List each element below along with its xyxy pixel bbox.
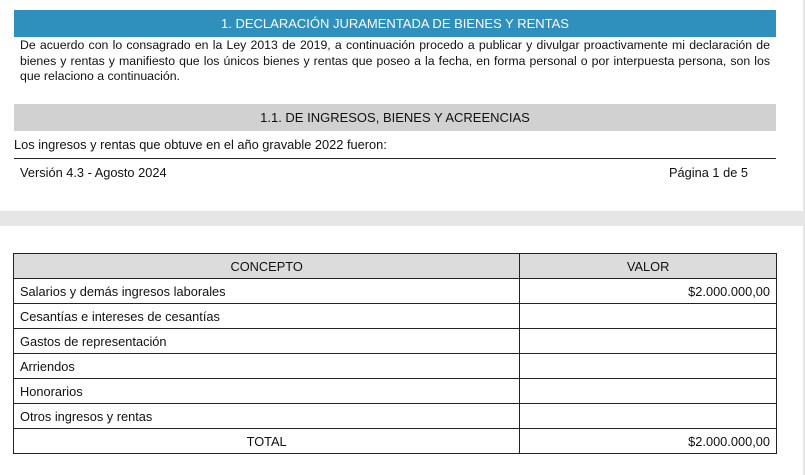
table-row <box>14 279 777 304</box>
footer-version: Versión 4.3 - Agosto 2024 <box>20 165 167 180</box>
row-concept: Otros ingresos y rentas <box>14 404 520 429</box>
row-concept: Salarios y demás ingresos laborales <box>14 279 520 304</box>
row-value <box>520 404 777 429</box>
row-concept: Cesantías e intereses de cesantías <box>14 304 520 329</box>
table-row <box>14 379 777 404</box>
row-concept: Arriendos <box>14 354 520 379</box>
total-label: TOTAL <box>14 429 520 454</box>
income-lead-text: Los ingresos y rentas que obtuve en el año gravable 2022 fueron: <box>14 137 387 152</box>
row-value <box>520 379 777 404</box>
table-total-row <box>14 429 777 454</box>
table-header-row <box>14 254 777 279</box>
row-value <box>520 304 777 329</box>
row-value <box>520 329 777 354</box>
table-row <box>14 404 777 429</box>
section-title-income: 1.1. DE INGRESOS, BIENES Y ACREENCIAS <box>14 104 776 131</box>
total-value: $2.000.000,00 <box>520 429 777 454</box>
intro-paragraph: De acuerdo con lo consagrado en la Ley 2013 de 2019, a continuación procedo a publicar y divulgar proactivamente mi declaración de bienes y rentas y manifiesto que los únicos bienes y rentas que poseo a la fecha, en forma personal o por interpuesta persona, son los que relaciono a continuación. <box>20 38 770 83</box>
footer-divider <box>14 158 776 159</box>
document-page-top <box>0 0 803 211</box>
header-value: VALOR <box>520 254 777 279</box>
section-title-declaration: 1. DECLARACIÓN JURAMENTADA DE BIENES Y RENTAS <box>14 10 776 37</box>
row-concept: Honorarios <box>14 379 520 404</box>
row-value: $2.000.000,00 <box>520 279 777 304</box>
income-table <box>13 253 777 454</box>
row-concept: Gastos de representación <box>14 329 520 354</box>
row-value <box>520 354 777 379</box>
footer-page-number: Página 1 de 5 <box>669 165 748 180</box>
table-row <box>14 329 777 354</box>
header-concept: CONCEPTO <box>14 254 520 279</box>
table-row <box>14 304 777 329</box>
table-row <box>14 354 777 379</box>
